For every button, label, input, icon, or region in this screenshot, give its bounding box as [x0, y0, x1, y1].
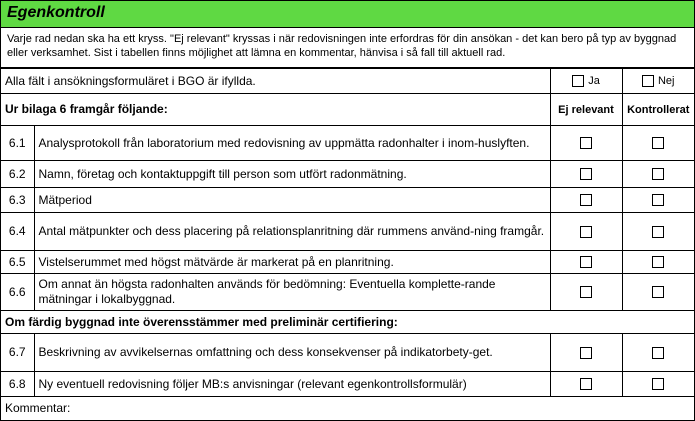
- section2-heading: Om färdig byggnad inte överensstämmer med preliminär certifiering:: [1, 311, 694, 334]
- row-number: 6.6: [1, 274, 34, 311]
- checked-checkbox[interactable]: [652, 226, 664, 238]
- check-table: [1, 68, 694, 421]
- checked-checkbox[interactable]: [652, 137, 664, 149]
- col-not-relevant: Ej relevant: [550, 94, 622, 126]
- not-relevant-checkbox[interactable]: [580, 378, 592, 390]
- row-text: Mätperiod: [34, 188, 550, 213]
- row-number: 6.4: [1, 213, 34, 251]
- table-row: [1, 188, 694, 213]
- row-text: Namn, företag och kontaktuppgift till person som utfört radonmätning.: [34, 161, 550, 188]
- not-relevant-checkbox[interactable]: [580, 347, 592, 359]
- no-option[interactable]: [622, 69, 694, 94]
- form-title-bar: [1, 1, 694, 28]
- not-relevant-checkbox[interactable]: [580, 226, 592, 238]
- checked-checkbox[interactable]: [652, 256, 664, 268]
- row-number: 6.1: [1, 126, 34, 161]
- row-number: 6.5: [1, 251, 34, 274]
- intro-text: Varje rad nedan ska ha ett kryss. "Ej relevant" kryssas i när redovisningen inte erfordras för din ansökan - det kan bero på typ av byggnad eller verksamhet. Sist i tabellen finns möjlighet att lämna en kommentar, hänvisa i så fall till aktuell rad.: [1, 28, 694, 68]
- comment-label[interactable]: Kommentar:: [1, 397, 694, 421]
- table-row: [1, 274, 694, 311]
- not-relevant-checkbox[interactable]: [580, 137, 592, 149]
- section1-header-row: [1, 94, 694, 126]
- checked-checkbox[interactable]: [652, 378, 664, 390]
- row-text: Analysprotokoll från laboratorium med redovisning av uppmätta radonhalter i inom-huslуften.: [34, 126, 550, 161]
- row-text: Ny eventuell redovisning följer MB:s anvisningar (relevant egenkontrollsformulär): [34, 372, 550, 397]
- not-relevant-checkbox[interactable]: [580, 256, 592, 268]
- table-row: [1, 126, 694, 161]
- not-relevant-checkbox[interactable]: [580, 168, 592, 180]
- row-text: Antal mätpunkter och dess placering på relationsplanritning där rummens använd-ning framgår.: [34, 213, 550, 251]
- not-relevant-checkbox[interactable]: [580, 194, 592, 206]
- yes-checkbox[interactable]: [572, 75, 584, 87]
- checked-checkbox[interactable]: [652, 347, 664, 359]
- table-row: [1, 161, 694, 188]
- no-label: Nej: [657, 74, 675, 87]
- comment-row[interactable]: [1, 397, 694, 421]
- checked-checkbox[interactable]: [652, 286, 664, 298]
- row-number: 6.8: [1, 372, 34, 397]
- section1-heading: Ur bilaga 6 framgår följande:: [1, 94, 550, 126]
- not-relevant-checkbox[interactable]: [580, 286, 592, 298]
- all-fields-label: Alla fält i ansökningsformuläret i BGO är ifyllda.: [1, 69, 550, 94]
- row-number: 6.3: [1, 188, 34, 213]
- table-row: [1, 334, 694, 372]
- row-text: Om annat än högsta radonhalten används för bedömning: Eventuella komplette-rande mätningar i lokalbyggnad.: [34, 274, 550, 311]
- row-number: 6.2: [1, 161, 34, 188]
- yes-label: Ja: [588, 74, 600, 87]
- row-number: 6.7: [1, 334, 34, 372]
- table-row: [1, 372, 694, 397]
- table-row: [1, 213, 694, 251]
- table-row: [1, 251, 694, 274]
- yes-option[interactable]: [550, 69, 622, 94]
- all-fields-row: [1, 69, 694, 94]
- checked-checkbox[interactable]: [652, 168, 664, 180]
- no-checkbox[interactable]: [642, 75, 654, 87]
- checked-checkbox[interactable]: [652, 194, 664, 206]
- section2-header-row: [1, 311, 694, 334]
- col-checked: Kontrollerat: [622, 94, 694, 126]
- row-text: Beskrivning av avvikelsernas omfattning och dess konsekvenser på indikatorbety-get.: [34, 334, 550, 372]
- form-title: Egenkontroll: [7, 4, 105, 21]
- row-text: Vistelserummet med högst mätvärde är markerat på en planritning.: [34, 251, 550, 274]
